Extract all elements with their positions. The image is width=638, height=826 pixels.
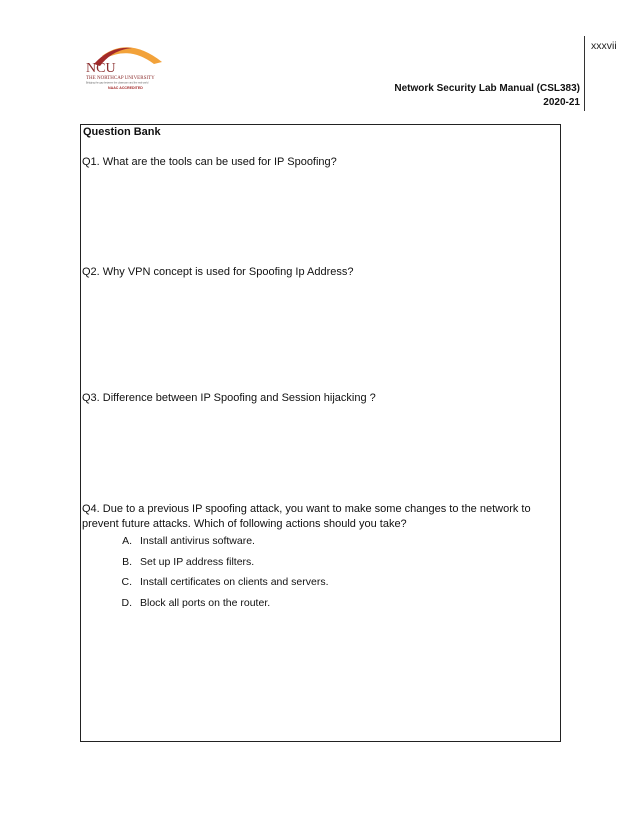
corner-divider — [584, 36, 585, 111]
logo-mark: NCU — [86, 61, 116, 76]
option-letter: B. — [122, 555, 132, 568]
question-bank-box — [80, 124, 561, 742]
manual-title: Network Security Lab Manual (CSL383) — [394, 83, 580, 94]
option-b — [81, 556, 551, 577]
university-logo — [84, 42, 174, 92]
option-text: Install antivirus software. — [140, 535, 255, 547]
option-text: Block all ports on the router. — [140, 596, 271, 609]
option-text: Install certificates on clients and servers. — [140, 576, 329, 588]
option-letter: D. — [121, 596, 132, 609]
option-letter: A. — [122, 535, 132, 547]
option-letter: C. — [121, 576, 132, 588]
option-d — [81, 597, 551, 618]
question-1: Q1. What are the tools can be used for IP Spoofing? — [82, 156, 337, 168]
logo-tagline: Bridging the gap between the classroom and the real world — [86, 81, 149, 85]
logo-accreditation: NAAC ACCREDITED — [108, 86, 143, 90]
option-a — [81, 535, 551, 556]
document-header — [394, 82, 580, 110]
question-2: Q2. Why VPN concept is used for Spoofing Ip Address? — [82, 266, 354, 278]
answer-options — [81, 535, 551, 617]
page-number: xxxvii — [591, 40, 617, 52]
question-3: Q3. Difference between IP Spoofing and Session hijacking ? — [82, 392, 376, 404]
manual-year: 2020-21 — [543, 97, 580, 108]
option-text: Set up IP address filters. — [140, 555, 255, 568]
section-title: Question Bank — [83, 126, 161, 138]
question-4: Q4. Due to a previous IP spoofing attack, you want to make some changes to the network to prevent future attacks. Which of following actions should you take? — [82, 503, 531, 530]
option-c — [81, 576, 551, 597]
logo-university-name: THE NORTHCAP UNIVERSITY — [86, 76, 155, 81]
